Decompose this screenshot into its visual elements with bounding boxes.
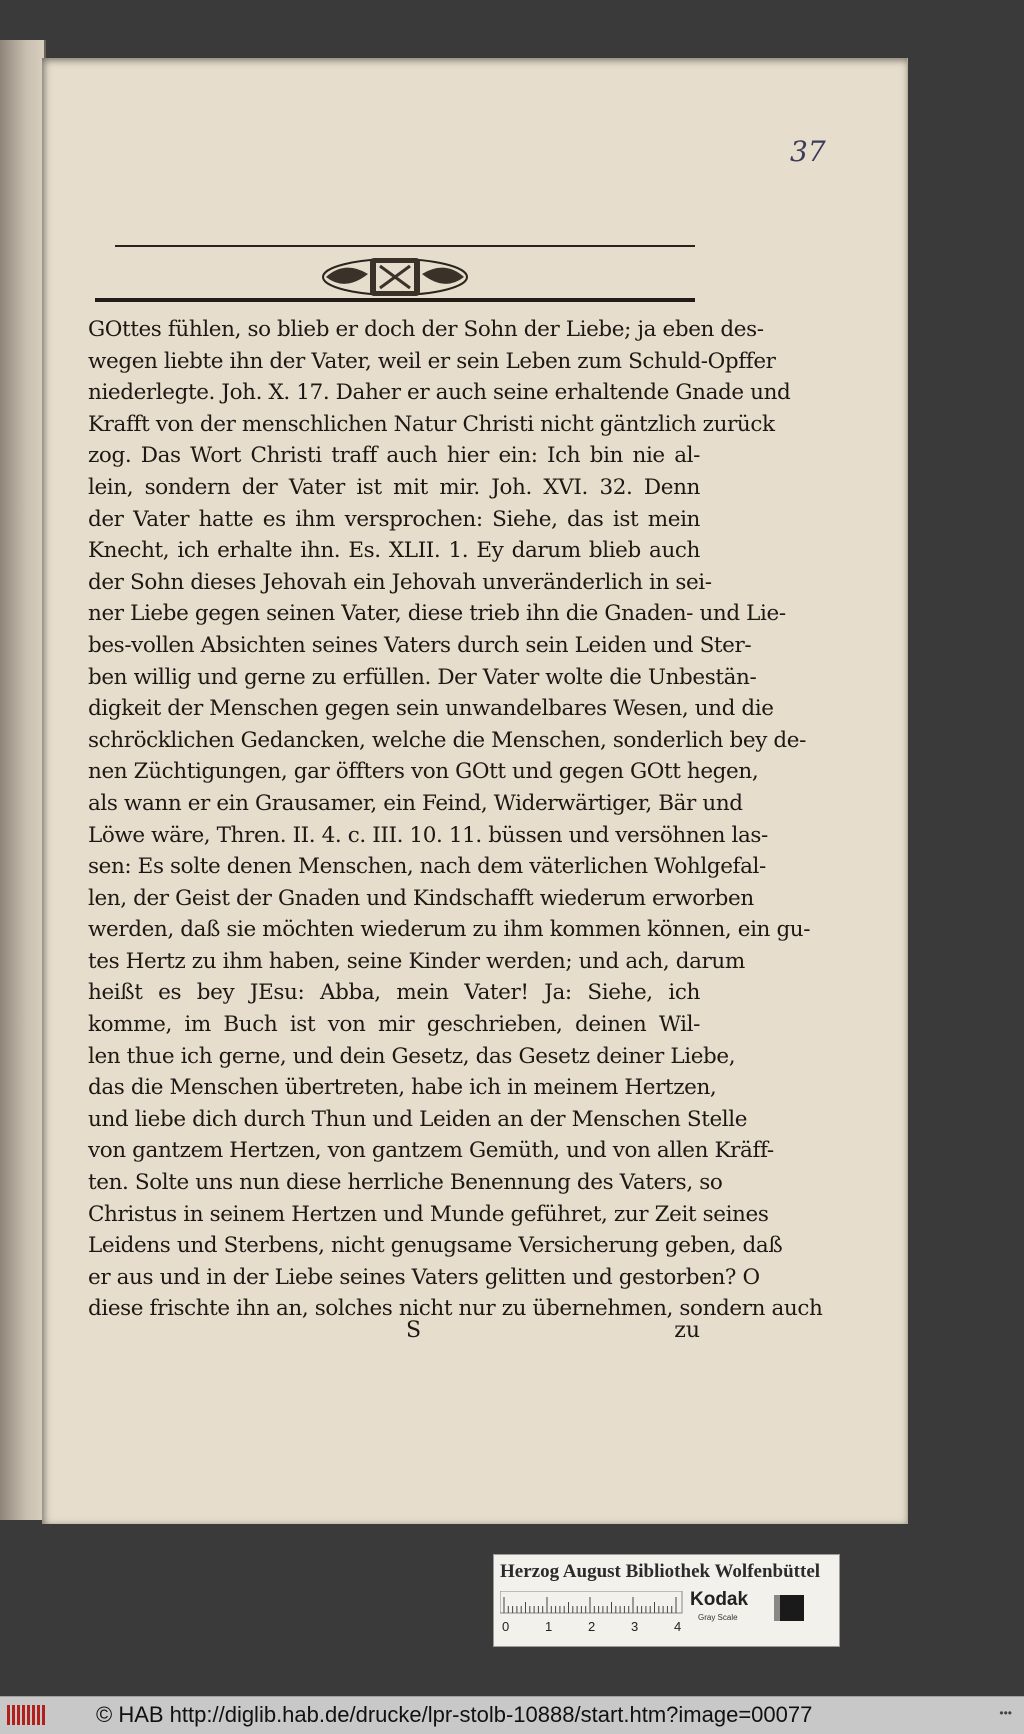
text-line: sen: Es solte denen Menschen, nach dem väterlichen Wohlgefal- (88, 854, 766, 880)
text-line: von gantzem Hertzen, von gantzem Gemüth, und von allen Kräff- (88, 1138, 774, 1164)
hab-logo-icon (6, 1702, 46, 1728)
text-line: niederlegte. Joh. X. 17. Daher er auch seine erhaltende Gnade und (88, 380, 791, 406)
text-line: len, der Geist der Gnaden und Kindschafft wiederum erworben (88, 885, 754, 911)
page-body-text (88, 314, 823, 1325)
text-line: als wann er ein Grausamer, ein Feind, Widerwärtiger, Bär und (88, 790, 743, 816)
page-footer-line (88, 1318, 700, 1348)
viewer-footer-bar (0, 1696, 1024, 1734)
text-line: Knecht, ich erhalte ihn. Es. XLII. 1. Ey darum blieb auch (88, 538, 700, 564)
ruler-number: 4 (674, 1619, 682, 1634)
library-color-label (493, 1554, 840, 1647)
signature-mark: S (406, 1318, 422, 1343)
ruler-number: 2 (588, 1619, 596, 1634)
text-line: komme, im Buch ist von mir geschrieben, deinen Wil- (88, 1012, 700, 1038)
text-line: len thue ich gerne, und dein Gesetz, das Gesetz deiner Liebe, (88, 1043, 736, 1069)
text-line: Christus in seinem Hertzen und Munde geführet, zur Zeit seines (88, 1201, 769, 1227)
catchword: zu (674, 1318, 700, 1343)
text-line: nen Züchtigungen, gar öffters von GOtt und gegen GOtt hegen, (88, 759, 759, 785)
text-line: tes Hertz zu ihm haben, seine Kinder werden; und ach, darum (88, 948, 745, 974)
text-line: und liebe dich durch Thun und Leiden an der Menschen Stelle (88, 1106, 748, 1132)
gray-scale-label: Gray Scale (698, 1613, 738, 1622)
gray-swatch (774, 1595, 804, 1621)
text-line: heißt es bey JEsu: Abba, mein Vater! Ja: Siehe, ich (88, 980, 700, 1006)
text-line: ben willig und gerne zu erfüllen. Der Vater wolte die Unbestän- (88, 664, 757, 690)
folio-number: 37 (790, 135, 826, 168)
text-line: diese frischte ihn an, solches nicht nur zu übernehmen, sondern auch (88, 1296, 823, 1322)
text-line: bes-vollen Absichten seines Vaters durch sein Leiden und Ster- (88, 632, 752, 658)
text-line: GOttes fühlen, so blieb er doch der Sohn der Liebe; ja eben des- (88, 317, 764, 342)
text-line: ten. Solte uns nun diese herrliche Benennung des Vaters, so (88, 1170, 723, 1196)
ruler-number: 3 (631, 1619, 639, 1634)
text-line: Krafft von der menschlichen Natur Christi nicht gäntzlich zurück (88, 411, 775, 437)
text-line: Löwe wäre, Thren. II. 4. c. III. 10. 11. büssen und versöhnen las- (88, 822, 768, 848)
kodak-brand: Kodak (690, 1589, 749, 1610)
text-line: der Sohn dieses Jehovah ein Jehovah unveränderlich in sei- (88, 569, 712, 595)
more-options-icon[interactable]: ••• (999, 1706, 1012, 1720)
facing-page-edge (0, 40, 46, 1520)
text-line: werden, daß sie möchten wiederum zu ihm kommen können, ein gu- (88, 917, 811, 943)
library-name: Herzog August Bibliothek Wolfenbüttel (500, 1561, 821, 1582)
ruler-number: 1 (545, 1619, 553, 1634)
text-line: ner Liebe gegen seinen Vater, diese trieb ihn die Gnaden- und Lie- (88, 601, 786, 627)
text-line: Leidens und Sterbens, nicht genugsame Versicherung geben, daß (88, 1233, 783, 1259)
text-line: schröcklichen Gedancken, welche die Menschen, sonderlich bey de- (88, 727, 806, 753)
text-line: wegen liebte ihn der Vater, weil er sein Leben zum Schuld-Opffer (88, 348, 776, 374)
headpiece-ornament-icon (320, 252, 470, 302)
text-line: lein, sondern der Vater ist mit mir. Joh. XVI. 32. Denn (88, 474, 700, 500)
text-line: das die Menschen übertreten, habe ich in meinem Hertzen, (88, 1075, 717, 1101)
ruler-number: 0 (502, 1619, 510, 1634)
ruler-scale (500, 1591, 690, 1639)
text-line: digkeit der Menschen gegen sein unwandelbares Wesen, und die (88, 696, 774, 722)
text-line: der Vater hatte es ihm versprochen: Siehe, das ist mein (88, 506, 700, 532)
source-link[interactable]: © HAB http://diglib.hab.de/drucke/lpr-stolb-10888/start.htm?image=00077 (96, 1702, 813, 1727)
head-rule (115, 245, 695, 247)
text-line: er aus und in der Liebe seines Vaters gelitten und gestorben? O (88, 1264, 760, 1290)
text-line: zog. Das Wort Christi traff auch hier ein: Ich bin nie al- (88, 443, 700, 469)
ornament-base-rule (95, 298, 695, 302)
